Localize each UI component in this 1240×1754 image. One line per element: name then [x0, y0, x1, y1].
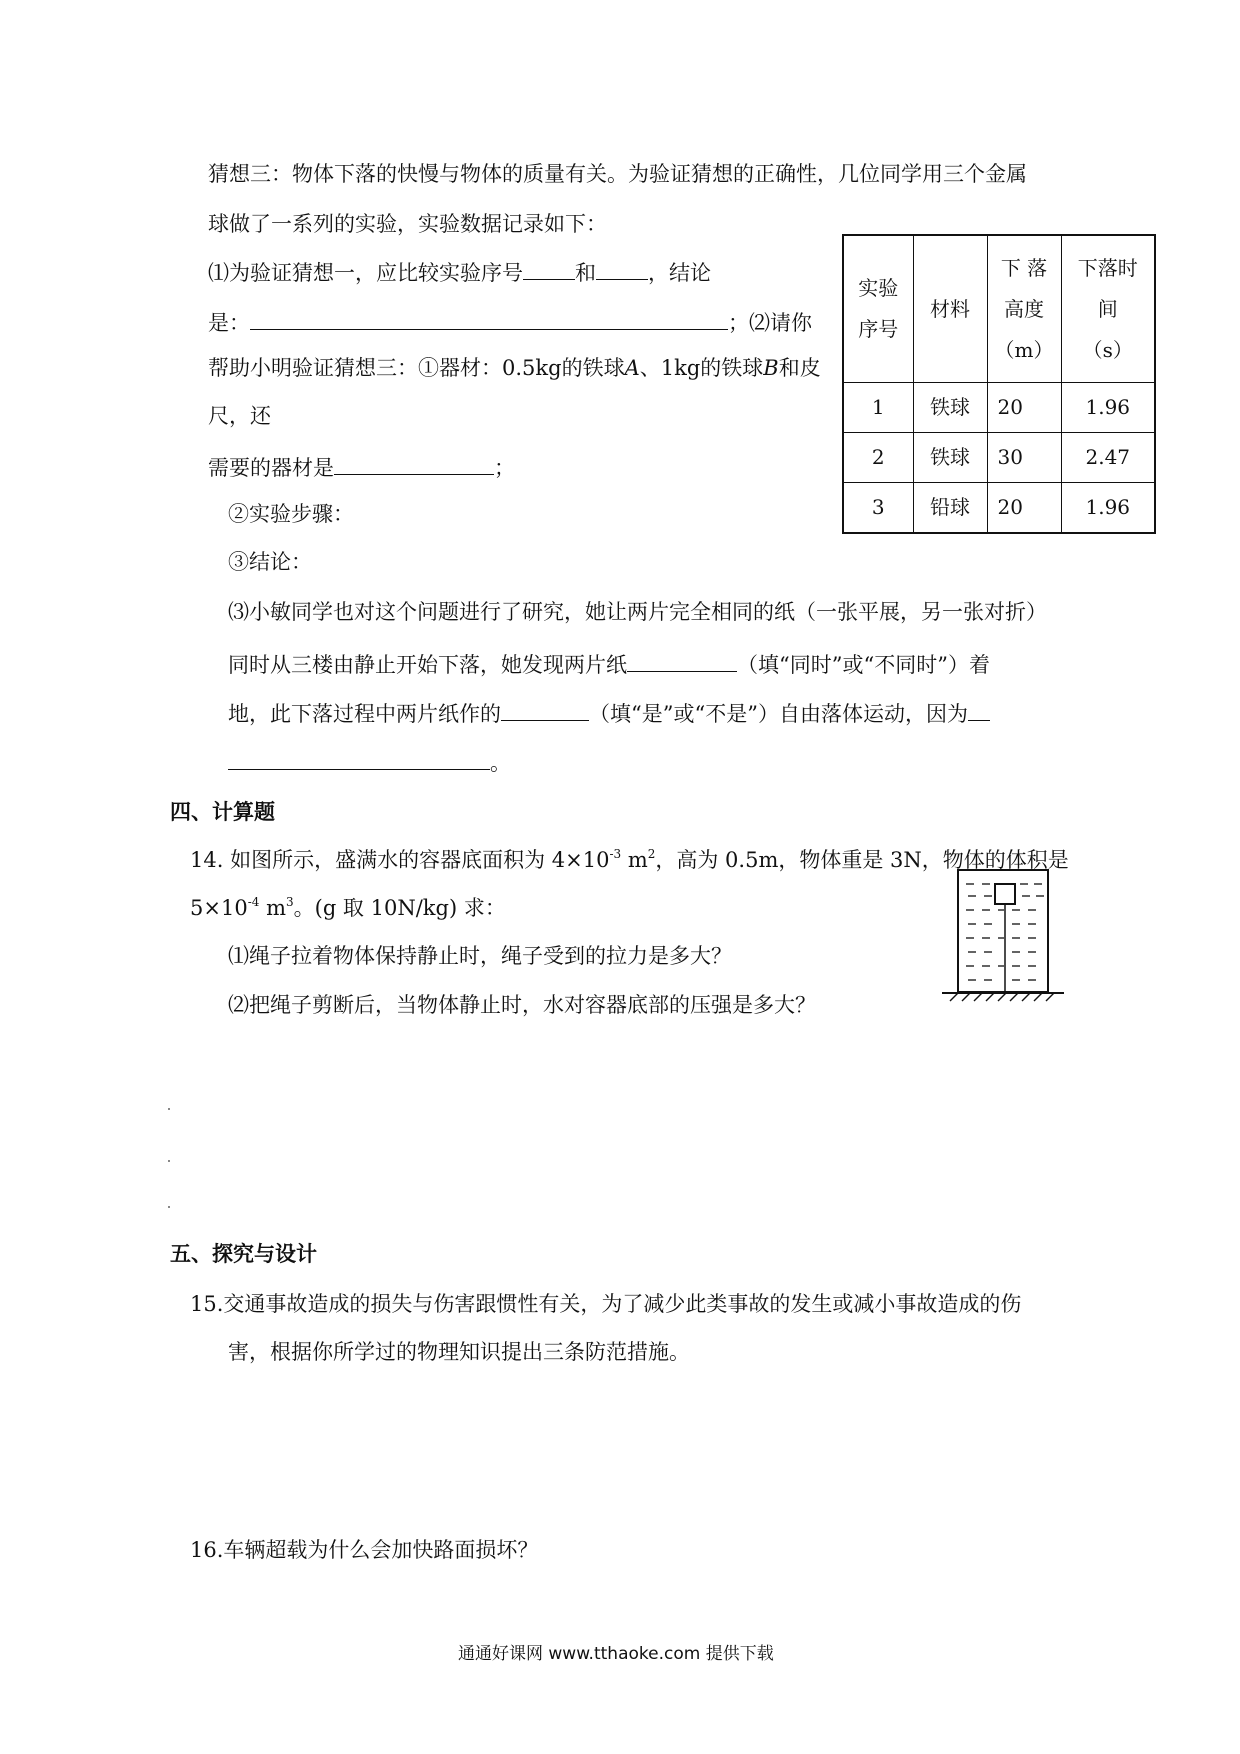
freefall-blank[interactable] — [501, 701, 589, 721]
q14-sub2: ⑵把绳子剪断后，当物体静止时，水对容器底部的压强是多大？ — [228, 993, 816, 1017]
table-row: 2 铁球 30 2.47 — [843, 433, 1155, 483]
q14-line1: 14. 如图所示，盛满水的容器底面积为 $4\times 10^{-3}$ $m^2$，高为 0.5m，物体重是 3N，物体的体积是 — [190, 847, 1069, 872]
experiment-table — [842, 234, 1156, 534]
answer-blank-1[interactable] — [523, 260, 575, 280]
q13-conclusion: ③结论： — [228, 550, 312, 574]
margin-dot — [168, 1160, 170, 1162]
margin-dot — [168, 1206, 170, 1208]
q15-line1: 15.交通事故造成的损失与伤害跟惯性有关，为了减少此类事故的发生或减小事故造成的伤 — [190, 1292, 1022, 1316]
q13-steps: ②实验步骤： — [228, 502, 354, 526]
header-material: 材料 — [913, 235, 987, 383]
section-4-title: 四、计算题 — [170, 800, 275, 824]
q13-line1: 猜想三：物体下落的快慢与物体的质量有关。为验证猜想的正确性，几位同学用三个金属 — [208, 162, 1027, 186]
page-footer: 通通好课网 www.tthaoke.com 提供下载 — [458, 1644, 774, 1664]
q15-line2: 害，根据你所学过的物理知识提出三条防范措施。 — [228, 1340, 690, 1364]
equipment-blank[interactable] — [334, 455, 494, 475]
container-diagram — [938, 862, 1068, 1002]
answer-blank-2[interactable] — [596, 260, 648, 280]
header-time: 下落时 间 （s） — [1061, 235, 1155, 383]
section-5-title: 五、探究与设计 — [170, 1242, 317, 1266]
q13-part3-line4: 。 — [228, 750, 511, 774]
header-serial: 实验 序号 — [843, 235, 913, 383]
q13-part3-line3: 地，此下落过程中两片纸作的 （填“是”或“不是”）自由落体运动，因为 — [228, 701, 990, 725]
q13-equipment-line: 需要的器材是 ； — [208, 456, 515, 480]
q13-part2: 帮助小明验证猜想三：①器材：0.5kg的铁球A、1kg的铁球B和皮 — [208, 356, 821, 380]
reason-blank-start[interactable] — [968, 701, 990, 721]
header-height: 下 落 高度 （m） — [987, 235, 1061, 383]
q16: 16.车辆超载为什么会加快路面损坏？ — [190, 1538, 539, 1562]
conclusion-blank[interactable] — [250, 310, 728, 330]
margin-dot — [168, 1108, 170, 1110]
reason-blank[interactable] — [228, 750, 490, 770]
table-row: 1 铁球 20 1.96 — [843, 383, 1155, 433]
q13-part3-line2: 同时从三楼由静止开始下落，她发现两片纸 （填“同时”或“不同时”）着 — [228, 653, 990, 677]
q13-part3-line1: ⑶小敏同学也对这个问题进行了研究，她让两片完全相同的纸（一张平展，另一张对折） — [228, 600, 1047, 624]
q13-line2: 球做了一系列的实验，实验数据记录如下： — [208, 212, 607, 236]
q14-sub1: ⑴绳子拉着物体保持静止时，绳子受到的拉力是多大？ — [228, 944, 732, 968]
simultaneous-blank[interactable] — [627, 652, 737, 672]
q14-line2: $5\times 10^{-4}$ $m^3$。(g 取 10N/kg) 求： — [190, 895, 506, 920]
q13-part1: ⑴为验证猜想一，应比较实验序号 和 ，结论 — [208, 261, 711, 285]
q13-conclusion-line: 是： ；⑵请你 — [208, 311, 812, 335]
table-header-row — [843, 235, 1155, 383]
table-row: 3 铅球 20 1.96 — [843, 483, 1155, 534]
q13-part2-cont: 尺，还 — [208, 404, 271, 428]
